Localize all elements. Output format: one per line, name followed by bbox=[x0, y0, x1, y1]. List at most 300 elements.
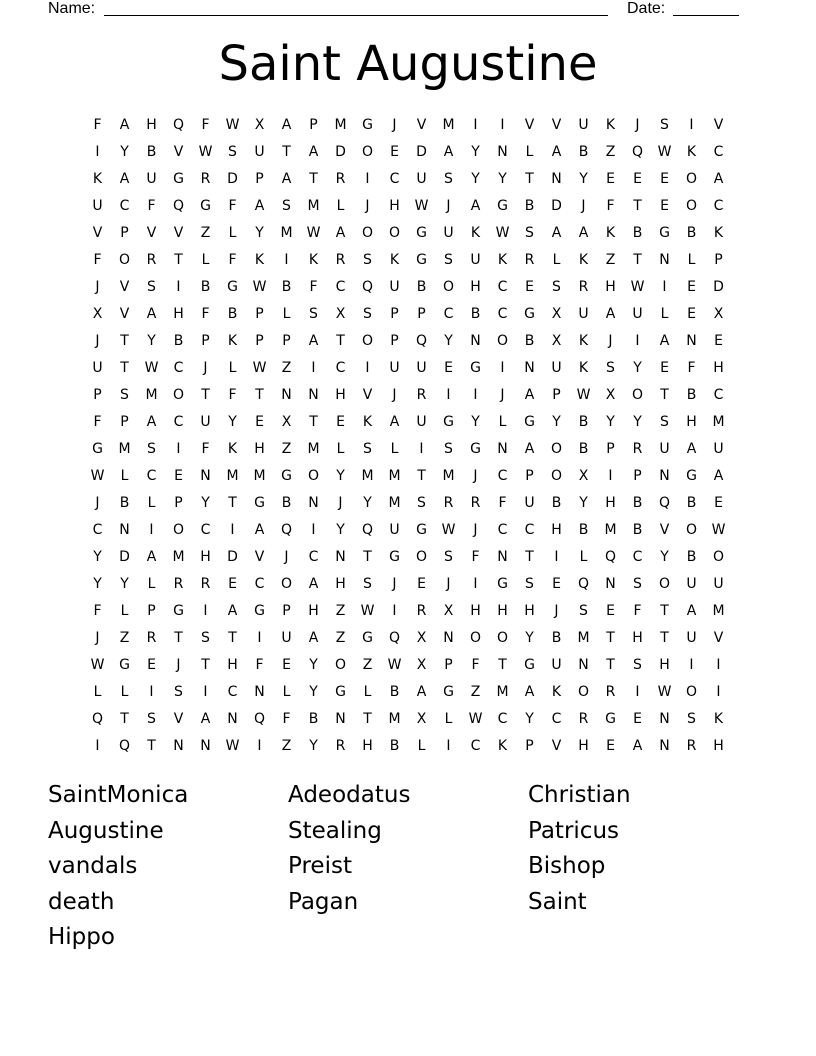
grid-letter: B bbox=[632, 521, 643, 538]
grid-letter: T bbox=[120, 710, 129, 727]
grid-letter: V bbox=[416, 116, 427, 133]
grid-letter: M bbox=[577, 629, 590, 646]
grid-letter: O bbox=[685, 521, 698, 538]
date-blank-line bbox=[673, 15, 739, 16]
grid-letter: M bbox=[604, 521, 617, 538]
grid-letter: F bbox=[201, 440, 210, 457]
grid-letter: J bbox=[392, 386, 397, 403]
grid-letter: X bbox=[713, 305, 724, 322]
grid-letter: G bbox=[416, 251, 427, 268]
grid-letter: A bbox=[551, 224, 562, 241]
grid-letter: N bbox=[524, 359, 535, 376]
grid-letter: I bbox=[311, 521, 316, 538]
grid-letter: R bbox=[524, 251, 535, 268]
grid-letter: Q bbox=[415, 332, 428, 349]
grid-letter: P bbox=[525, 467, 534, 484]
word-list-item: Adeodatus bbox=[288, 782, 411, 808]
grid-letter: B bbox=[578, 413, 589, 430]
grid-letter: T bbox=[120, 359, 129, 376]
grid-letter: B bbox=[686, 224, 697, 241]
grid-letter: O bbox=[361, 143, 374, 160]
grid-letter: Y bbox=[525, 629, 534, 646]
grid-letter: K bbox=[470, 224, 481, 241]
grid-letter: K bbox=[686, 143, 697, 160]
grid-letter: E bbox=[147, 656, 156, 673]
grid-letter: R bbox=[470, 494, 481, 511]
grid-letter: T bbox=[660, 629, 669, 646]
grid-letter: N bbox=[281, 386, 292, 403]
grid-letter: A bbox=[632, 737, 643, 754]
grid-letter: C bbox=[632, 548, 643, 565]
grid-letter: S bbox=[525, 224, 534, 241]
grid-letter: T bbox=[255, 386, 264, 403]
grid-letter: E bbox=[606, 737, 615, 754]
grid-letter: Y bbox=[579, 494, 588, 511]
grid-letter: U bbox=[578, 305, 589, 322]
grid-letter: R bbox=[146, 629, 157, 646]
grid-letter: C bbox=[470, 737, 481, 754]
grid-letter: D bbox=[335, 143, 346, 160]
grid-letter: U bbox=[416, 359, 427, 376]
grid-letter: K bbox=[308, 251, 319, 268]
grid-letter: H bbox=[713, 359, 724, 376]
grid-letter: E bbox=[525, 278, 534, 295]
grid-letter: N bbox=[308, 386, 319, 403]
grid-letter: W bbox=[387, 656, 402, 673]
grid-letter: A bbox=[686, 440, 697, 457]
grid-letter: Z bbox=[605, 251, 616, 268]
grid-letter: A bbox=[227, 602, 238, 619]
grid-letter: P bbox=[174, 494, 183, 511]
grid-letter: K bbox=[254, 251, 265, 268]
grid-letter: W bbox=[657, 143, 672, 160]
grid-letter: T bbox=[606, 629, 615, 646]
grid-letter: J bbox=[95, 278, 100, 295]
grid-letter: L bbox=[228, 359, 237, 376]
grid-letter: H bbox=[578, 737, 589, 754]
grid-letter: S bbox=[660, 116, 669, 133]
grid-letter: C bbox=[497, 305, 508, 322]
grid-letter: S bbox=[363, 440, 372, 457]
grid-letter: O bbox=[658, 575, 671, 592]
grid-letter: E bbox=[336, 413, 345, 430]
grid-letter: A bbox=[254, 197, 265, 214]
grid-letter: F bbox=[93, 413, 102, 430]
grid-letter: D bbox=[713, 278, 724, 295]
grid-letter: Z bbox=[119, 629, 130, 646]
grid-letter: A bbox=[308, 629, 319, 646]
grid-letter: S bbox=[147, 710, 156, 727]
grid-letter: J bbox=[500, 386, 505, 403]
grid-letter: G bbox=[416, 224, 427, 241]
grid-letter: N bbox=[227, 710, 238, 727]
grid-letter: B bbox=[632, 494, 643, 511]
grid-letter: F bbox=[606, 197, 615, 214]
grid-letter: K bbox=[551, 683, 562, 700]
grid-letter: B bbox=[308, 710, 319, 727]
grid-letter: M bbox=[172, 548, 185, 565]
grid-letter: O bbox=[388, 224, 401, 241]
grid-letter: G bbox=[470, 359, 481, 376]
grid-letter: A bbox=[443, 143, 454, 160]
grid-letter: P bbox=[255, 305, 264, 322]
grid-letter: M bbox=[334, 116, 347, 133]
grid-letter: T bbox=[120, 332, 129, 349]
grid-letter: W bbox=[225, 737, 240, 754]
grid-letter: J bbox=[473, 521, 478, 538]
grid-letter: C bbox=[146, 467, 157, 484]
grid-letter: V bbox=[713, 629, 724, 646]
grid-letter: C bbox=[524, 521, 535, 538]
grid-letter: C bbox=[335, 278, 346, 295]
grid-letter: O bbox=[685, 170, 698, 187]
grid-letter: E bbox=[687, 278, 696, 295]
grid-letter: S bbox=[579, 602, 588, 619]
grid-letter: J bbox=[95, 494, 100, 511]
grid-letter: H bbox=[659, 656, 670, 673]
grid-letter: Y bbox=[228, 413, 237, 430]
grid-letter: O bbox=[496, 629, 509, 646]
grid-letter: B bbox=[119, 494, 130, 511]
grid-letter: I bbox=[446, 386, 451, 403]
grid-letter: I bbox=[716, 683, 721, 700]
grid-letter: F bbox=[201, 116, 210, 133]
grid-letter: A bbox=[578, 224, 589, 241]
grid-letter: V bbox=[173, 224, 184, 241]
grid-letter: V bbox=[551, 737, 562, 754]
grid-letter: U bbox=[632, 305, 643, 322]
grid-letter: K bbox=[497, 251, 508, 268]
grid-letter: C bbox=[713, 197, 724, 214]
grid-letter: Y bbox=[309, 656, 318, 673]
grid-letter: B bbox=[551, 629, 562, 646]
grid-letter: G bbox=[173, 602, 184, 619]
grid-letter: I bbox=[500, 359, 505, 376]
grid-letter: T bbox=[336, 332, 345, 349]
grid-letter: Y bbox=[633, 359, 642, 376]
grid-letter: S bbox=[687, 710, 696, 727]
grid-letter: N bbox=[173, 737, 184, 754]
grid-letter: M bbox=[712, 602, 725, 619]
grid-letter: F bbox=[147, 197, 156, 214]
grid-letter: L bbox=[201, 251, 210, 268]
grid-letter: Y bbox=[525, 710, 534, 727]
grid-letter: P bbox=[525, 737, 534, 754]
grid-letter: O bbox=[496, 332, 509, 349]
grid-letter: T bbox=[309, 170, 318, 187]
grid-letter: F bbox=[498, 494, 507, 511]
grid-letter: O bbox=[685, 683, 698, 700]
grid-letter: P bbox=[417, 305, 426, 322]
grid-letter: C bbox=[200, 521, 211, 538]
grid-letter: S bbox=[660, 413, 669, 430]
grid-letter: R bbox=[200, 575, 211, 592]
grid-letter: Q bbox=[118, 737, 131, 754]
grid-letter: O bbox=[550, 467, 563, 484]
word-list-item: Pagan bbox=[288, 888, 359, 915]
grid-letter: S bbox=[444, 251, 453, 268]
word-list-item: SaintMonica bbox=[48, 782, 189, 808]
grid-letter: O bbox=[685, 197, 698, 214]
grid-letter: C bbox=[254, 575, 265, 592]
grid-letter: V bbox=[92, 224, 103, 241]
grid-letter: U bbox=[389, 521, 400, 538]
grid-letter: E bbox=[606, 170, 615, 187]
grid-letter: S bbox=[444, 440, 453, 457]
word-list-item: Hippo bbox=[48, 924, 115, 950]
grid-letter: S bbox=[120, 386, 129, 403]
grid-letter: F bbox=[633, 602, 642, 619]
grid-letter: P bbox=[633, 467, 642, 484]
grid-letter: Y bbox=[201, 494, 210, 511]
name-label: Name: bbox=[48, 0, 96, 17]
grid-letter: A bbox=[524, 440, 535, 457]
grid-letter: O bbox=[334, 656, 347, 673]
grid-letter: E bbox=[255, 413, 264, 430]
grid-letter: B bbox=[524, 197, 535, 214]
grid-letter: I bbox=[500, 116, 505, 133]
grid-letter: R bbox=[416, 602, 427, 619]
grid-letter: C bbox=[308, 548, 319, 565]
grid-letter: Q bbox=[280, 521, 293, 538]
grid-letter: L bbox=[120, 602, 129, 619]
grid-letter: O bbox=[442, 278, 455, 295]
grid-letter: L bbox=[147, 494, 156, 511]
grid-letter: P bbox=[201, 332, 210, 349]
grid-letter: G bbox=[524, 305, 535, 322]
grid-letter: W bbox=[657, 683, 672, 700]
grid-letter: W bbox=[252, 278, 267, 295]
grid-letter: O bbox=[280, 575, 293, 592]
grid-letter: W bbox=[711, 521, 726, 538]
grid-letter: N bbox=[470, 332, 481, 349]
grid-letter: H bbox=[497, 602, 508, 619]
grid-letter: S bbox=[282, 197, 291, 214]
grid-letter: I bbox=[635, 683, 640, 700]
grid-letter: S bbox=[417, 494, 426, 511]
grid-letter: E bbox=[552, 575, 561, 592]
grid-letter: K bbox=[713, 224, 724, 241]
grid-letter: A bbox=[254, 521, 265, 538]
grid-letter: C bbox=[389, 170, 400, 187]
grid-letter: Q bbox=[388, 629, 401, 646]
grid-letter: T bbox=[174, 251, 183, 268]
grid-letter: Q bbox=[604, 548, 617, 565]
grid-letter: P bbox=[120, 413, 129, 430]
grid-letter: Y bbox=[606, 413, 615, 430]
grid-letter: P bbox=[390, 332, 399, 349]
grid-letter: A bbox=[308, 143, 319, 160]
grid-letter: R bbox=[443, 494, 454, 511]
grid-letter: A bbox=[281, 116, 292, 133]
grid-letter: L bbox=[579, 548, 588, 565]
grid-letter: J bbox=[176, 656, 181, 673]
grid-letter: C bbox=[92, 521, 103, 538]
grid-letter: B bbox=[686, 494, 697, 511]
grid-letter: I bbox=[554, 548, 559, 565]
grid-letter: T bbox=[363, 710, 372, 727]
grid-letter: V bbox=[713, 116, 724, 133]
grid-letter: J bbox=[446, 575, 451, 592]
word-list-item: Saint bbox=[528, 888, 587, 915]
grid-letter: U bbox=[713, 575, 724, 592]
grid-letter: G bbox=[227, 278, 238, 295]
grid-letter: N bbox=[254, 683, 265, 700]
grid-letter: C bbox=[551, 710, 562, 727]
grid-letter: X bbox=[551, 332, 562, 349]
grid-letter: I bbox=[473, 386, 478, 403]
grid-letter: U bbox=[146, 170, 157, 187]
grid-letter: R bbox=[416, 386, 427, 403]
grid-letter: B bbox=[146, 143, 157, 160]
grid-letter: I bbox=[365, 359, 370, 376]
grid-letter: I bbox=[635, 332, 640, 349]
grid-letter: O bbox=[469, 629, 482, 646]
grid-letter: P bbox=[444, 656, 453, 673]
grid-letter: G bbox=[92, 440, 103, 457]
grid-letter: L bbox=[282, 683, 291, 700]
grid-letter: J bbox=[338, 494, 343, 511]
grid-letter: Q bbox=[658, 494, 671, 511]
grid-letter: K bbox=[578, 359, 589, 376]
grid-letter: W bbox=[90, 656, 105, 673]
grid-letter: R bbox=[200, 170, 211, 187]
grid-letter: Z bbox=[470, 683, 481, 700]
word-list-item: Augustine bbox=[48, 817, 164, 844]
grid-letter: Y bbox=[579, 170, 588, 187]
grid-letter: P bbox=[147, 602, 156, 619]
grid-letter: T bbox=[525, 170, 534, 187]
grid-letter: E bbox=[174, 467, 183, 484]
grid-letter: W bbox=[360, 602, 375, 619]
grid-letter: V bbox=[119, 278, 130, 295]
grid-letter: E bbox=[633, 170, 642, 187]
grid-letter: W bbox=[306, 224, 321, 241]
grid-letter: A bbox=[119, 170, 130, 187]
grid-letter: M bbox=[280, 224, 293, 241]
grid-letter: H bbox=[335, 575, 346, 592]
grid-letter: W bbox=[630, 278, 645, 295]
grid-letter: L bbox=[93, 683, 102, 700]
grid-letter: P bbox=[552, 386, 561, 403]
grid-letter: E bbox=[714, 494, 723, 511]
grid-letter: H bbox=[686, 413, 697, 430]
grid-letter: R bbox=[335, 170, 346, 187]
grid-letter: B bbox=[173, 332, 184, 349]
grid-letter: U bbox=[551, 656, 562, 673]
grid-letter: K bbox=[605, 224, 616, 241]
grid-letter: F bbox=[93, 251, 102, 268]
grid-letter: N bbox=[578, 656, 589, 673]
grid-letter: B bbox=[389, 737, 400, 754]
grid-letter: O bbox=[361, 224, 374, 241]
grid-letter: K bbox=[578, 332, 589, 349]
grid-letter: B bbox=[389, 683, 400, 700]
grid-letter: N bbox=[200, 737, 211, 754]
grid-letter: G bbox=[659, 224, 670, 241]
grid-letter: W bbox=[468, 710, 483, 727]
grid-letter: M bbox=[307, 440, 320, 457]
grid-letter: K bbox=[389, 251, 400, 268]
grid-letter: M bbox=[118, 440, 131, 457]
word-list-item: Stealing bbox=[288, 817, 382, 844]
grid-letter: H bbox=[254, 440, 265, 457]
grid-letter: T bbox=[174, 629, 183, 646]
grid-letter: N bbox=[335, 548, 346, 565]
grid-letter: Q bbox=[91, 710, 104, 727]
grid-letter: S bbox=[633, 656, 642, 673]
grid-letter: V bbox=[119, 305, 130, 322]
grid-letter: I bbox=[203, 683, 208, 700]
grid-letter: E bbox=[687, 305, 696, 322]
grid-letter: T bbox=[147, 737, 156, 754]
grid-letter: B bbox=[227, 305, 238, 322]
grid-letter: S bbox=[525, 575, 534, 592]
grid-letter: N bbox=[659, 251, 670, 268]
grid-letter: P bbox=[120, 224, 129, 241]
grid-letter: I bbox=[446, 737, 451, 754]
grid-letter: U bbox=[578, 116, 589, 133]
grid-letter: C bbox=[227, 683, 238, 700]
grid-letter: J bbox=[203, 359, 208, 376]
grid-letter: C bbox=[713, 143, 724, 160]
grid-letter: N bbox=[335, 710, 346, 727]
grid-letter: H bbox=[713, 737, 724, 754]
grid-letter: T bbox=[633, 197, 642, 214]
grid-letter: A bbox=[146, 413, 157, 430]
grid-letter: Z bbox=[335, 629, 346, 646]
grid-letter: E bbox=[660, 170, 669, 187]
grid-letter: H bbox=[308, 602, 319, 619]
grid-letter: U bbox=[92, 359, 103, 376]
grid-letter: O bbox=[712, 548, 725, 565]
grid-letter: L bbox=[336, 440, 345, 457]
grid-letter: I bbox=[230, 521, 235, 538]
grid-letter: O bbox=[361, 332, 374, 349]
grid-letter: L bbox=[120, 683, 129, 700]
grid-letter: I bbox=[149, 683, 154, 700]
grid-letter: Y bbox=[444, 332, 453, 349]
grid-letter: S bbox=[606, 359, 615, 376]
grid-letter: J bbox=[635, 116, 640, 133]
grid-letter: Z bbox=[200, 224, 211, 241]
grid-letter: O bbox=[577, 683, 590, 700]
grid-letter: G bbox=[254, 494, 265, 511]
grid-letter: U bbox=[686, 629, 697, 646]
grid-letter: H bbox=[470, 278, 481, 295]
grid-letter: F bbox=[471, 548, 480, 565]
grid-letter: H bbox=[605, 278, 616, 295]
grid-letter: Y bbox=[147, 332, 156, 349]
grid-letter: K bbox=[605, 116, 616, 133]
grid-letter: F bbox=[255, 656, 264, 673]
grid-letter: P bbox=[390, 305, 399, 322]
grid-letter: K bbox=[362, 413, 373, 430]
grid-letter: L bbox=[498, 413, 507, 430]
grid-letter: H bbox=[470, 602, 481, 619]
grid-letter: L bbox=[687, 251, 696, 268]
grid-letter: P bbox=[282, 602, 291, 619]
grid-letter: G bbox=[200, 197, 211, 214]
grid-letter: A bbox=[713, 467, 724, 484]
grid-letter: F bbox=[228, 251, 237, 268]
grid-letter: C bbox=[335, 359, 346, 376]
grid-letter: X bbox=[416, 629, 427, 646]
grid-letter: L bbox=[120, 467, 129, 484]
grid-letter: Z bbox=[281, 359, 292, 376]
grid-letter: N bbox=[308, 494, 319, 511]
grid-letter: I bbox=[473, 575, 478, 592]
